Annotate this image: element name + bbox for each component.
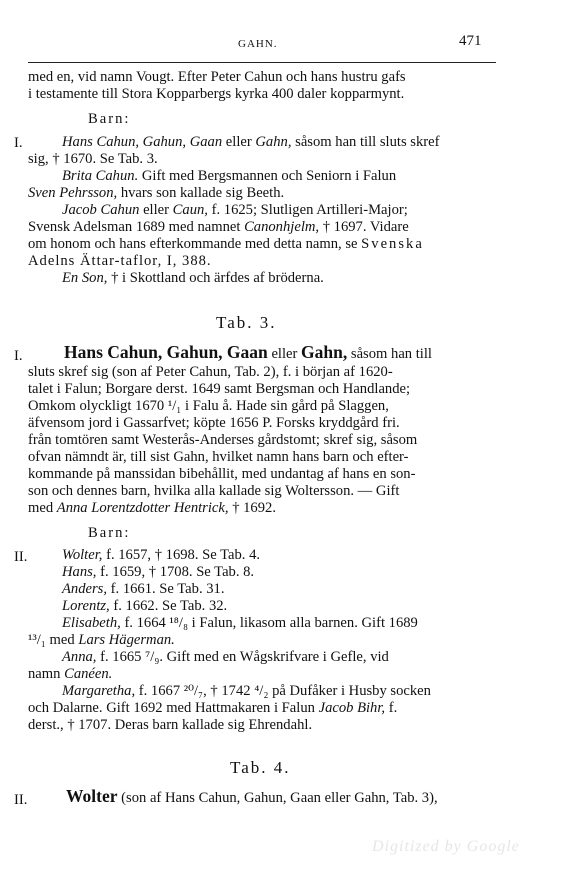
person-name: Wolter, — [62, 547, 103, 563]
person-name: Hans, — [62, 564, 97, 580]
entry-hans — [62, 134, 439, 151]
person-name: Sven Pehrsson, — [28, 185, 118, 201]
generation-marker: I. — [14, 135, 23, 151]
text: (son af Hans Cahun, Gahun, Gaan eller Gahn, Tab. 3), — [121, 790, 438, 806]
barn-heading-1: Barn: — [88, 111, 131, 127]
text: f. 1664 ¹⁸/₈ i Falun, likasom alla barnen. Gift 1689 — [124, 615, 418, 631]
text: och Dalarne. Gift 1692 med Hattmakaren i Falun — [28, 700, 315, 716]
text: hvars son kallade sig Beeth. — [120, 185, 285, 201]
tab-3-heading: Tab. 3. — [216, 313, 277, 332]
person-name: En Son, — [62, 270, 108, 286]
text: † 1692. — [232, 500, 276, 516]
entry-wolter — [66, 788, 438, 807]
barn-heading-2: Barn: — [88, 525, 131, 541]
body-line: från tomtören samt Westerås-Anderses gårdstomt; skref sig, såsom — [28, 432, 418, 448]
text: eller — [225, 134, 252, 150]
text: f. 1667 ²⁰/₇, † 1742 ⁴/₂ på Dufåker i Husby socken — [138, 683, 431, 699]
text: f. 1625; Slutligen Artilleri-Major; — [211, 202, 408, 218]
text: f. 1661. Se Tab. 31. — [110, 581, 225, 597]
entry-son — [62, 270, 324, 287]
text: † 1697. Vidare — [322, 219, 409, 235]
child-entry — [62, 547, 260, 564]
generation-marker: I. — [14, 348, 23, 364]
entry-jacob — [62, 202, 408, 219]
text: f. 1662. Se Tab. 32. — [113, 598, 228, 614]
text: såsom han till — [350, 346, 432, 362]
text: f. — [388, 700, 398, 716]
child-entry — [62, 564, 254, 581]
body-line: Omkom olyckligt 1670 ¹/₁ i Falu å. Hade sin gård på Slaggen, — [28, 398, 389, 414]
person-name: Hans Cahun, Gahun, Gaan — [62, 134, 223, 150]
child-entry — [28, 700, 397, 717]
body-line: son och dennes barn, hvilka alla kallade sig Woltersson. — Gift — [28, 483, 400, 499]
child-entry — [62, 581, 224, 598]
text: Svensk Adelsman 1689 med namnet — [28, 219, 241, 235]
entry-line — [28, 236, 424, 253]
person-name: Canonhjelm, — [244, 219, 320, 235]
text: eller — [271, 346, 298, 362]
intro-line-2: i testamente till Stora Kopparbergs kyrka 400 daler kopparmynt. — [28, 86, 405, 102]
text: Gift med Bergsmannen och Seniorn i Falun — [141, 168, 397, 184]
entry-line: sig, † 1670. Se Tab. 3. — [28, 151, 158, 167]
generation-marker: II. — [14, 792, 28, 808]
text: med — [28, 500, 54, 516]
person-name: Anna, — [62, 649, 97, 665]
person-name-bold: Wolter — [66, 786, 118, 806]
body-line: ofvan nämndt är, till sist Gahn, hvilket namn hans barn och efter- — [28, 449, 409, 465]
entry-line — [28, 185, 284, 202]
person-name: Lars Hägerman. — [78, 632, 175, 648]
entry-hans-main — [64, 344, 432, 363]
person-name: Gahn, — [255, 134, 292, 150]
tab-4-heading: Tab. 4. — [230, 758, 291, 777]
child-entry — [62, 649, 389, 666]
child-entry — [62, 615, 418, 632]
intro-line-1: med en, vid namn Vougt. Efter Peter Cahun och hans hustru gafs — [28, 69, 406, 85]
body-line: äfvensom jord i Gassarfvet; köpte 1656 P. Forsks kryddgård fri. — [28, 415, 400, 431]
person-name: Jacob Cahun — [62, 202, 140, 218]
text: f. 1657, † 1698. Se Tab. 4. — [106, 547, 261, 563]
text: † i Skottland och ärfdes af bröderna. — [111, 270, 324, 286]
person-name: Brita Cahun. — [62, 168, 139, 184]
reference-text: Svenska — [361, 236, 424, 252]
child-entry — [62, 598, 227, 615]
person-name: Anders, — [62, 581, 107, 597]
person-name-bold: Hans Cahun, Gahun, Gaan — [64, 342, 268, 362]
person-name: Elisabeth, — [62, 615, 121, 631]
entry-brita — [62, 168, 396, 185]
running-header: GAHN. — [238, 38, 278, 50]
header-rule — [28, 62, 496, 63]
child-entry: derst., † 1707. Deras barn kallade sig Ehrendahl. — [28, 717, 313, 733]
text: om honom och hans efterkommande med detta namn, se — [28, 236, 358, 252]
text: ¹³/₁ med — [28, 632, 75, 648]
text: f. 1665 ⁷/₉. Gift med en Wågskrifvare i Gefle, vid — [100, 649, 389, 665]
person-name-bold: Gahn, — [301, 342, 348, 362]
person-name: Lorentz, — [62, 598, 110, 614]
body-line: sluts skref sig (son af Peter Cahun, Tab. 2), f. i början af 1620- — [28, 364, 393, 380]
child-entry — [28, 632, 175, 649]
person-name: Margaretha, — [62, 683, 136, 699]
body-line: talet i Falun; Borgare derst. 1649 samt Bergsman och Handlande; — [28, 381, 411, 397]
child-entry — [28, 666, 112, 683]
generation-marker: II. — [14, 549, 28, 565]
text: eller — [143, 202, 170, 218]
text: f. 1659, † 1708. Se Tab. 8. — [100, 564, 255, 580]
body-line: kommande på manssidan bibehållit, med undantag af hans en son- — [28, 466, 416, 482]
child-entry — [62, 683, 431, 700]
person-name: Anna Lorentzdotter Hentrick, — [56, 500, 229, 516]
person-name: Canéen. — [64, 666, 113, 682]
person-name: Caun, — [172, 202, 208, 218]
reference-line: Adelns Ättar-taflor, I, 388. — [28, 253, 212, 269]
page-number: 471 — [459, 33, 482, 49]
digitizer-watermark: Digitized by Google — [372, 838, 520, 855]
entry-line — [28, 219, 409, 236]
text: såsom han till sluts skref — [295, 134, 440, 150]
person-name: Jacob Bihr, — [318, 700, 386, 716]
text: namn — [28, 666, 61, 682]
body-line — [28, 500, 276, 517]
